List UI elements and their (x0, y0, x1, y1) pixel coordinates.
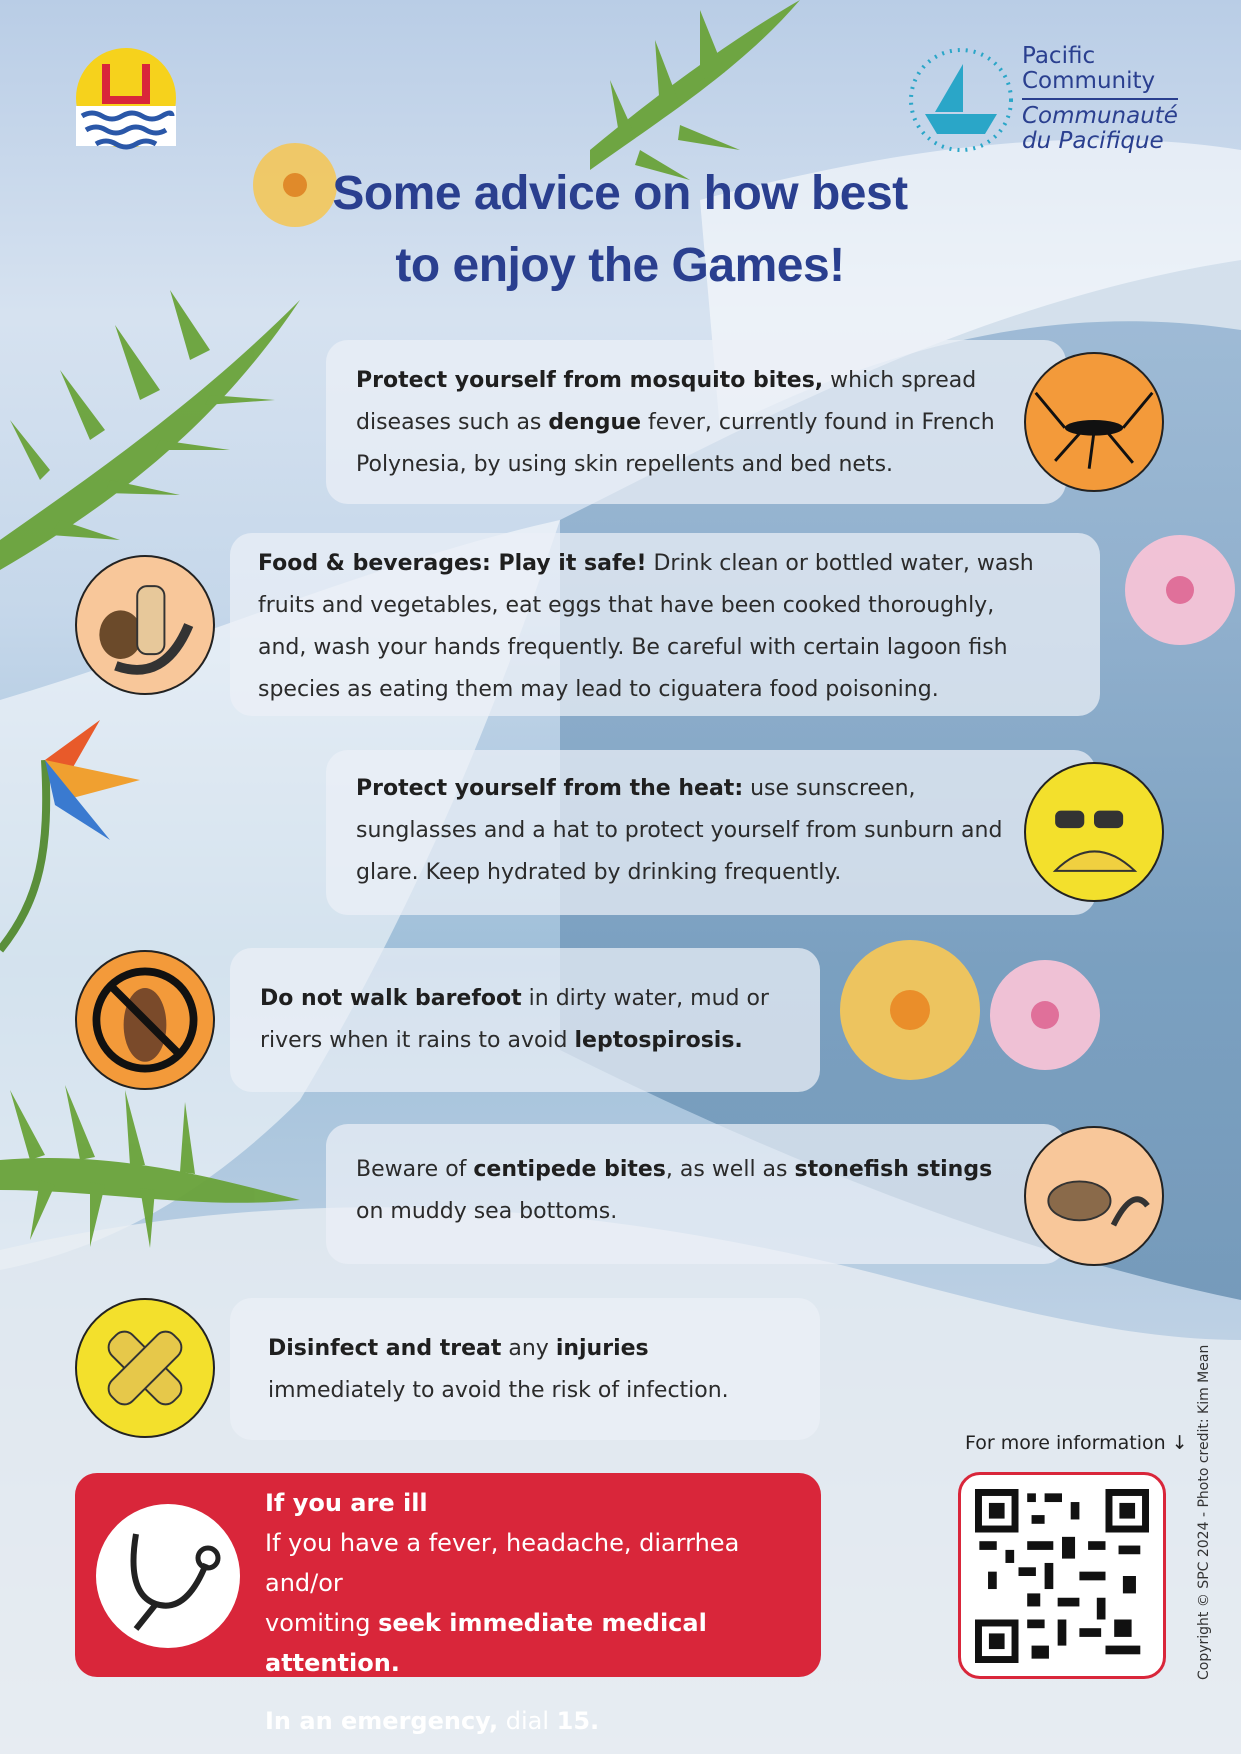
pacific-community-logo (905, 44, 1017, 156)
tip-heat: Protect yourself from the heat: use sunscreen, sunglasses and a hat to protect yourself from sunburn and glare. Keep hydrated by drinking frequently. (326, 750, 1096, 915)
tip-mosquito: Protect yourself from mosquito bites, which spread diseases such as dengue fever, currently found in French Polynesia, by using skin repellents and bed nets. (326, 340, 1066, 504)
tip-injury: Disinfect and treat any injuries immediately to avoid the risk of infection. (230, 1298, 820, 1440)
qr-code-icon (975, 1489, 1149, 1663)
french-polynesia-emblem (72, 44, 180, 154)
stonefish-centipede-icon (1024, 1126, 1164, 1266)
page-title: Some advice on how best to enjoy the Games! (332, 167, 908, 292)
qr-code[interactable] (958, 1472, 1166, 1679)
food-icon (75, 555, 215, 695)
stethoscope-icon (96, 1504, 240, 1648)
copyright-text: Copyright © SPC 2024 - Photo credit: Kim Mean (1196, 1344, 1212, 1680)
pacific-community-text: Pacific Community Communauté du Pacifique (1022, 43, 1178, 154)
no-barefoot-icon (75, 950, 215, 1090)
tip-centipede: Beware of centipede bites, as well as stonefish stings on muddy sea bottoms. (326, 1124, 1066, 1264)
arrow-down-icon: ↓ (1171, 1432, 1188, 1454)
tip-barefoot: Do not walk barefoot in dirty water, mud or rivers when it rains to avoid leptospirosis. (230, 948, 820, 1092)
more-info-label: For more information ↓ (965, 1432, 1188, 1454)
mosquito-icon (1024, 352, 1164, 492)
tip-food: Food & beverages: Play it safe! Drink clean or bottled water, wash fruits and vegetables, eat eggs that have been cooked thoroughly, and, wash your hands frequently. Be careful with certain lagoon fish species as eating them may lead to ciguatera food poisoning. (230, 533, 1100, 716)
if-ill-panel: If you are ill If you have a fever, headache, diarrhea and/or vomiting seek immediate medical attention. In an emergency, dial 15. (75, 1473, 821, 1677)
bandage-icon (75, 1298, 215, 1438)
sun-protection-icon (1024, 762, 1164, 902)
